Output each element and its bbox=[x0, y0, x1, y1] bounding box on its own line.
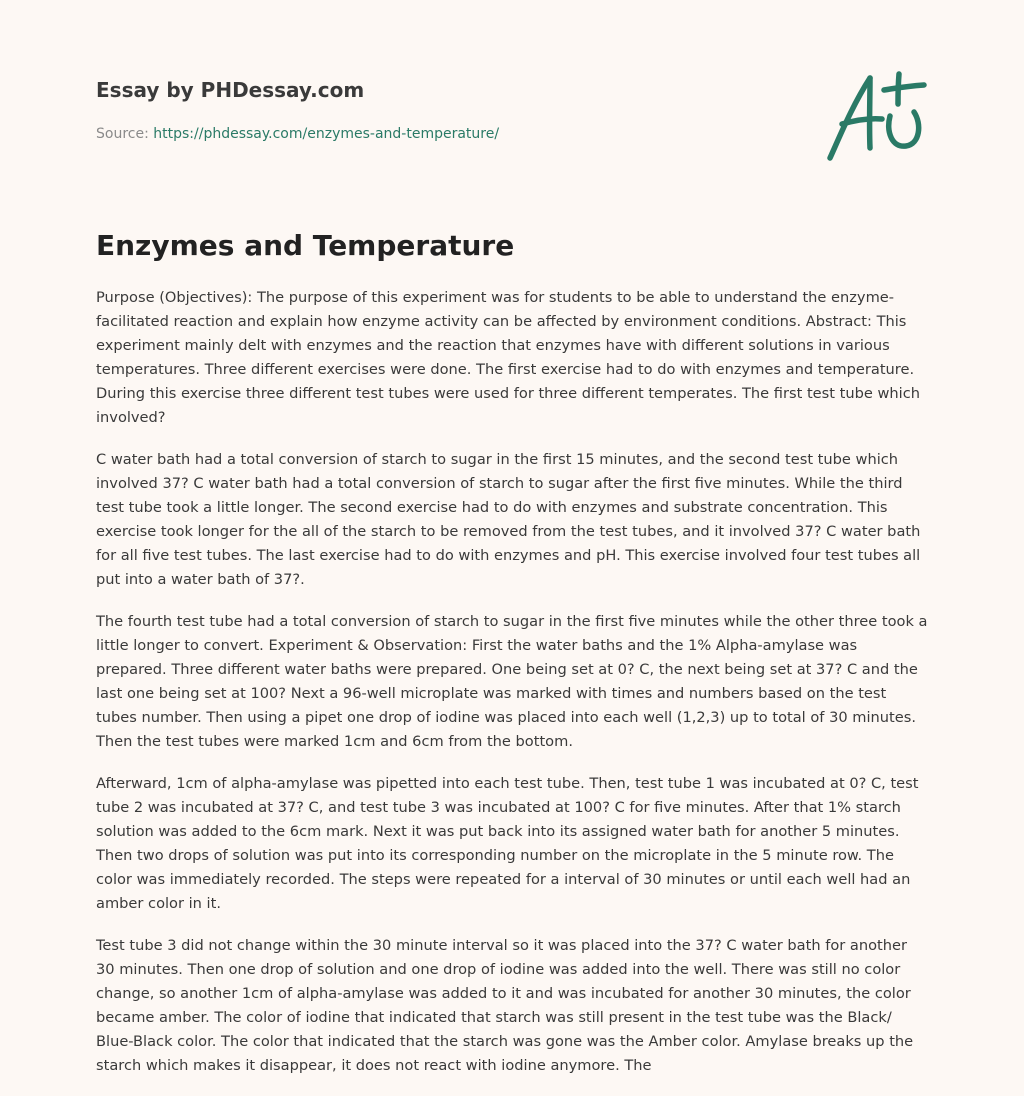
paragraph: C water bath had a total conversion of starch to sugar in the first 15 minutes, and the second test tube which involved 37? C water bath had a total conversion of starch to sugar after the first five minutes. While the third test tube took a little longer. The second exercise had to do with enzymes and substrate concentration. This exercise took longer for the all of the starch to be removed from the test tubes, and it involved 37? C water bath for all five test tubes. The last exercise had to do with enzymes and pH. This exercise involved four test tubes all put into a water bath of 37?. bbox=[96, 451, 921, 588]
paragraph: The fourth test tube had a total conversion of starch to sugar in the first five minutes while the other three took a little longer to convert. Experiment & Observation: First the water baths and the 1% Alpha-amylase was prepared. Three different water baths were prepared. One being set at 0? C, the next being set at 37? C and the last one being set at 100? Next a 96-well microplate was marked with times and numbers based on the test tubes number. Then using a pipet one drop of iodine was placed into each well (1,2,3) up to total of 30 minutes. Then the test tubes were marked 1cm and 6cm from the bottom. bbox=[96, 613, 928, 750]
article-body bbox=[96, 286, 930, 1096]
source-link[interactable]: https://phdessay.com/enzymes-and-temperature/ bbox=[153, 126, 500, 142]
paragraph: Afterward, 1cm of alpha-amylase was pipetted into each test tube. Then, test tube 1 was incubated at 0? C, test tube 2 was incubated at 37? C, and test tube 3 was incubated at 100? C for five minutes. After that 1% starch solution was added to the 6cm mark. Next it was put back into its assigned water bath for another 5 minutes. Then two drops of solution was put into its corresponding number on the microplate in the 5 minute row. The color was immediately recorded. The steps were repeated for a interval of 30 minutes or until each well had an amber color in it. bbox=[96, 775, 919, 912]
paragraph: Test tube 3 did not change within the 30 minute interval so it was placed into the 37? C water bath for another 30 minutes. Then one drop of solution and one drop of iodine was added into the well. There was still no color change, so another 1cm of alpha-amylase was added to it and was incubated for another 30 minutes, the color became amber. The color of iodine that indicated that starch was still present in the test tube was the Black/ Blue-Black color. The color that indicated that the starch was gone was the Amber color. Amylase breaks up the starch which makes it disappear, it does not react with iodine anymore. The bbox=[96, 937, 914, 1074]
site-header bbox=[96, 74, 796, 144]
source-line bbox=[96, 124, 796, 144]
source-label: Source: bbox=[96, 126, 149, 142]
paragraph: Purpose (Objectives): The purpose of this experiment was for students to be able to understand the enzyme-facilitated reaction and explain how enzyme activity can be affected by environment conditions. Abstract: This experiment mainly delt with enzymes and the reaction that enzymes have with different solutions in various temperatures. Three different exercises were done. The first exercise had to do with enzymes and temperature. During this exercise three different test tubes were used for three different temperates. The first test tube which involved? bbox=[96, 289, 920, 426]
site-title: Essay by PHDessay.com bbox=[96, 78, 365, 102]
page-title: Enzymes and Temperature bbox=[96, 229, 515, 262]
a-plus-icon bbox=[820, 66, 930, 166]
